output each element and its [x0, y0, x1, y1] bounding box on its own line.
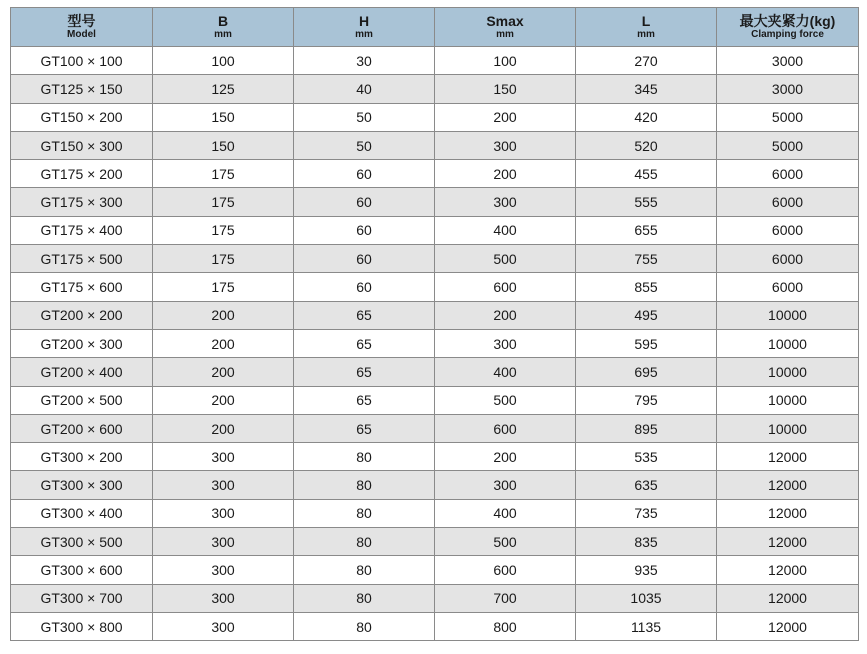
- table-row: [11, 188, 859, 216]
- cell-model: GT300 × 400: [11, 499, 153, 527]
- cell-l: 1035: [576, 584, 717, 612]
- cell-model: GT175 × 400: [11, 216, 153, 244]
- cell-smax: 200: [435, 443, 576, 471]
- cell-h: 65: [294, 386, 435, 414]
- cell-b: 200: [153, 329, 294, 357]
- cell-h: 65: [294, 414, 435, 442]
- cell-h: 80: [294, 612, 435, 640]
- cell-l: 420: [576, 103, 717, 131]
- cell-l: 735: [576, 499, 717, 527]
- cell-b: 300: [153, 528, 294, 556]
- cell-h: 80: [294, 443, 435, 471]
- cell-h: 65: [294, 358, 435, 386]
- cell-smax: 400: [435, 499, 576, 527]
- cell-b: 175: [153, 273, 294, 301]
- table-header: [11, 8, 859, 47]
- cell-b: 175: [153, 245, 294, 273]
- cell-h: 60: [294, 245, 435, 273]
- cell-clamping-force: 10000: [717, 386, 859, 414]
- cell-smax: 400: [435, 216, 576, 244]
- cell-b: 175: [153, 216, 294, 244]
- header-l-unit: mm: [637, 28, 655, 40]
- cell-clamping-force: 6000: [717, 216, 859, 244]
- cell-smax: 500: [435, 528, 576, 556]
- cell-clamping-force: 10000: [717, 329, 859, 357]
- cell-h: 50: [294, 103, 435, 131]
- cell-smax: 500: [435, 245, 576, 273]
- cell-b: 200: [153, 414, 294, 442]
- cell-l: 595: [576, 329, 717, 357]
- cell-smax: 600: [435, 414, 576, 442]
- cell-model: GT200 × 400: [11, 358, 153, 386]
- cell-clamping-force: 5000: [717, 131, 859, 159]
- cell-l: 1135: [576, 612, 717, 640]
- cell-clamping-force: 10000: [717, 301, 859, 329]
- cell-b: 300: [153, 584, 294, 612]
- cell-smax: 300: [435, 131, 576, 159]
- table-row: [11, 273, 859, 301]
- table-row: [11, 386, 859, 414]
- cell-l: 495: [576, 301, 717, 329]
- cell-clamping-force: 12000: [717, 528, 859, 556]
- cell-b: 200: [153, 386, 294, 414]
- cell-model: GT200 × 200: [11, 301, 153, 329]
- cell-model: GT150 × 300: [11, 131, 153, 159]
- cell-l: 895: [576, 414, 717, 442]
- cell-clamping-force: 6000: [717, 188, 859, 216]
- cell-b: 200: [153, 301, 294, 329]
- cell-model: GT300 × 700: [11, 584, 153, 612]
- cell-h: 60: [294, 188, 435, 216]
- cell-model: GT125 × 150: [11, 75, 153, 103]
- header-h-unit: mm: [355, 28, 373, 40]
- cell-l: 535: [576, 443, 717, 471]
- cell-h: 50: [294, 131, 435, 159]
- table-row: [11, 103, 859, 131]
- cell-l: 270: [576, 47, 717, 75]
- cell-h: 80: [294, 556, 435, 584]
- table-row: [11, 528, 859, 556]
- cell-b: 300: [153, 556, 294, 584]
- cell-model: GT300 × 200: [11, 443, 153, 471]
- cell-model: GT200 × 600: [11, 414, 153, 442]
- cell-smax: 600: [435, 556, 576, 584]
- header-smax: [435, 8, 576, 47]
- cell-smax: 300: [435, 188, 576, 216]
- cell-clamping-force: 12000: [717, 556, 859, 584]
- cell-model: GT175 × 500: [11, 245, 153, 273]
- cell-model: GT175 × 600: [11, 273, 153, 301]
- cell-l: 455: [576, 160, 717, 188]
- cell-b: 300: [153, 471, 294, 499]
- table-row: [11, 612, 859, 640]
- cell-l: 835: [576, 528, 717, 556]
- cell-model: GT200 × 500: [11, 386, 153, 414]
- table-row: [11, 47, 859, 75]
- cell-clamping-force: 6000: [717, 273, 859, 301]
- cell-h: 65: [294, 301, 435, 329]
- table-body: [11, 47, 859, 641]
- cell-clamping-force: 10000: [717, 358, 859, 386]
- table-row: [11, 471, 859, 499]
- header-clamping-force-sublabel: Clamping force: [751, 28, 824, 40]
- cell-smax: 600: [435, 273, 576, 301]
- cell-model: GT300 × 300: [11, 471, 153, 499]
- cell-l: 655: [576, 216, 717, 244]
- cell-h: 60: [294, 273, 435, 301]
- cell-l: 555: [576, 188, 717, 216]
- header-row: [11, 8, 859, 47]
- header-h-label: H: [358, 12, 370, 29]
- header-clamping-force-label: 最大夹紧力(kg): [739, 12, 836, 29]
- header-model: [11, 8, 153, 47]
- header-l: [576, 8, 717, 47]
- cell-clamping-force: 3000: [717, 47, 859, 75]
- table-row: [11, 75, 859, 103]
- cell-clamping-force: 12000: [717, 499, 859, 527]
- cell-h: 60: [294, 216, 435, 244]
- cell-b: 125: [153, 75, 294, 103]
- cell-l: 695: [576, 358, 717, 386]
- header-b-unit: mm: [214, 28, 232, 40]
- cell-model: GT100 × 100: [11, 47, 153, 75]
- cell-l: 345: [576, 75, 717, 103]
- cell-model: GT300 × 800: [11, 612, 153, 640]
- cell-b: 175: [153, 188, 294, 216]
- cell-smax: 700: [435, 584, 576, 612]
- cell-l: 635: [576, 471, 717, 499]
- cell-model: GT300 × 500: [11, 528, 153, 556]
- cell-smax: 200: [435, 103, 576, 131]
- cell-smax: 800: [435, 612, 576, 640]
- header-smax-label: Smax: [486, 12, 524, 29]
- table-row: [11, 556, 859, 584]
- table-row: [11, 329, 859, 357]
- cell-h: 30: [294, 47, 435, 75]
- spec-table-container: [10, 7, 858, 641]
- cell-model: GT175 × 200: [11, 160, 153, 188]
- cell-model: GT300 × 600: [11, 556, 153, 584]
- table-row: [11, 160, 859, 188]
- spec-table: [10, 7, 859, 641]
- cell-smax: 300: [435, 329, 576, 357]
- cell-b: 150: [153, 103, 294, 131]
- cell-clamping-force: 6000: [717, 245, 859, 273]
- header-model-sublabel: Model: [67, 28, 96, 40]
- cell-b: 300: [153, 612, 294, 640]
- table-row: [11, 414, 859, 442]
- cell-b: 300: [153, 499, 294, 527]
- cell-smax: 200: [435, 160, 576, 188]
- table-row: [11, 245, 859, 273]
- table-row: [11, 584, 859, 612]
- table-row: [11, 499, 859, 527]
- cell-b: 150: [153, 131, 294, 159]
- cell-b: 100: [153, 47, 294, 75]
- header-b: [153, 8, 294, 47]
- cell-clamping-force: 12000: [717, 443, 859, 471]
- cell-l: 520: [576, 131, 717, 159]
- cell-l: 855: [576, 273, 717, 301]
- table-row: [11, 131, 859, 159]
- header-l-label: L: [641, 12, 651, 29]
- cell-h: 80: [294, 528, 435, 556]
- header-b-label: B: [217, 12, 229, 29]
- cell-clamping-force: 12000: [717, 612, 859, 640]
- cell-smax: 300: [435, 471, 576, 499]
- cell-clamping-force: 5000: [717, 103, 859, 131]
- header-model-label: 型号: [67, 12, 96, 29]
- cell-smax: 200: [435, 301, 576, 329]
- table-row: [11, 301, 859, 329]
- cell-h: 80: [294, 499, 435, 527]
- cell-b: 175: [153, 160, 294, 188]
- cell-smax: 500: [435, 386, 576, 414]
- cell-h: 40: [294, 75, 435, 103]
- cell-h: 60: [294, 160, 435, 188]
- cell-h: 65: [294, 329, 435, 357]
- cell-clamping-force: 12000: [717, 471, 859, 499]
- cell-smax: 400: [435, 358, 576, 386]
- cell-clamping-force: 6000: [717, 160, 859, 188]
- cell-h: 80: [294, 584, 435, 612]
- cell-l: 795: [576, 386, 717, 414]
- cell-clamping-force: 10000: [717, 414, 859, 442]
- cell-l: 935: [576, 556, 717, 584]
- cell-model: GT150 × 200: [11, 103, 153, 131]
- cell-smax: 150: [435, 75, 576, 103]
- header-smax-unit: mm: [496, 28, 514, 40]
- cell-clamping-force: 12000: [717, 584, 859, 612]
- cell-b: 200: [153, 358, 294, 386]
- cell-b: 300: [153, 443, 294, 471]
- cell-l: 755: [576, 245, 717, 273]
- cell-smax: 100: [435, 47, 576, 75]
- cell-model: GT175 × 300: [11, 188, 153, 216]
- table-row: [11, 216, 859, 244]
- header-clamping-force: [717, 8, 859, 47]
- table-row: [11, 358, 859, 386]
- table-row: [11, 443, 859, 471]
- cell-model: GT200 × 300: [11, 329, 153, 357]
- header-h: [294, 8, 435, 47]
- cell-clamping-force: 3000: [717, 75, 859, 103]
- cell-h: 80: [294, 471, 435, 499]
